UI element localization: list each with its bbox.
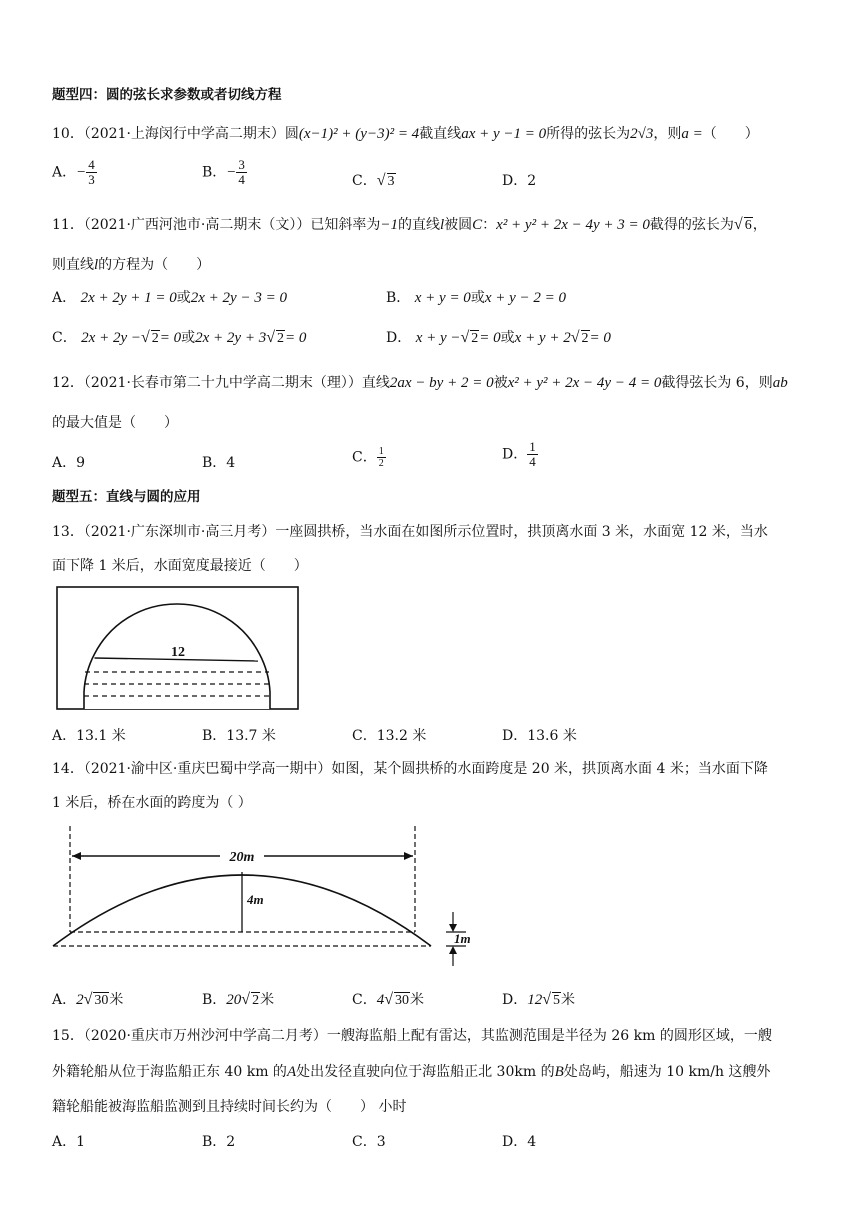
q11-chord-radicand: 6 <box>744 218 752 233</box>
q15-point-b: B <box>554 1064 564 1080</box>
question-13-stem-line1: 13．（2021·广东深圳市·高三月考）一座圆拱桥，当水面在如图所示位置时，拱顶离水面 3 米，水面宽 12 米，当水 <box>52 524 768 540</box>
span-label: 20m <box>229 850 255 865</box>
q11-line-l: l <box>439 217 445 233</box>
q11-c-eq2c: = 0 <box>284 330 307 346</box>
q15-line2-c: 处岛屿，船速为 10 km/h 这艘外 <box>563 1064 771 1080</box>
q13-option-d[interactable]: D．13.6 米 <box>502 728 577 744</box>
q12-c-fraction <box>377 446 386 469</box>
option-label: A． <box>52 164 77 181</box>
q10-d-value: 2 <box>527 173 537 189</box>
q12-option-a[interactable] <box>52 452 85 472</box>
q10-a-sign: − <box>76 164 87 181</box>
q11-circle-c: C <box>472 217 483 233</box>
q13-option-c[interactable]: C．13.2 米 <box>352 728 427 744</box>
option-label: C． <box>52 330 77 346</box>
q12-option-b[interactable] <box>202 452 235 472</box>
q12-mid: 被 <box>493 375 508 391</box>
q15-option-d[interactable]: D．4 <box>502 1134 537 1150</box>
q13-option-b[interactable]: B．13.7 米 <box>202 728 276 744</box>
q11-d-eq1-radicand: 2 <box>471 331 479 346</box>
q12-line-equation: 2ax − by + 2 = 0 <box>389 375 494 391</box>
question-10-stem <box>52 123 759 143</box>
q14-c-coef: 4 <box>376 992 385 1008</box>
q11-a-eq1: 2x + 2y + 1 = 0 <box>80 290 177 306</box>
q12-circle-equation: x² + y² + 2x − 4y − 4 = 0 <box>507 375 662 391</box>
drop-label: 1m <box>454 931 471 946</box>
q10-option-c[interactable] <box>352 170 396 190</box>
question-15-stem-line3: 籍轮船能被海监船监测到且持续时间长约为（ ） 小时 <box>52 1099 407 1115</box>
q12-option-d[interactable] <box>502 440 538 469</box>
sqrt-symbol-icon: √ <box>570 329 580 346</box>
q11-c-eq1c: = 0 <box>159 330 182 346</box>
option-label: B． <box>202 164 227 181</box>
denominator: 2 <box>378 458 384 469</box>
sqrt-symbol-icon: √ <box>384 991 393 1008</box>
option-label: D． <box>502 992 528 1008</box>
q11-colon: ： <box>482 217 497 233</box>
q14-arch-bridge-figure <box>50 824 476 970</box>
q11-b-eq2: x + y − 2 = 0 <box>484 290 566 306</box>
section-heading-4: 题型四：圆的弦长求参数或者切线方程 <box>52 87 282 103</box>
option-label: A． <box>52 992 77 1008</box>
q12-prefix: 12．（2021·长春市第二十九中学高二期末（理））直线 <box>52 375 390 391</box>
q14-b-coef: 20 <box>226 992 242 1008</box>
q15-line2-a: 外籍轮船从位于海监船正东 40 km 的 <box>52 1064 287 1080</box>
numerator: 1 <box>529 439 536 454</box>
q14-a-radicand: 30 <box>94 993 109 1008</box>
q11-c-eq1-radicand: 2 <box>151 331 159 346</box>
q10-mid2: 所得的弦长为 <box>546 126 631 142</box>
question-11-stem-line1 <box>52 214 767 234</box>
q12-d-fraction <box>527 440 538 469</box>
q14-a-unit: 米 <box>109 992 124 1008</box>
q13-arch-bridge-figure <box>56 586 300 710</box>
q11-circle-equation: x² + y² + 2x − 4y + 3 = 0 <box>496 217 650 233</box>
q11-b-or: 或 <box>470 290 485 306</box>
q10-option-d[interactable] <box>502 170 536 190</box>
q11-mid: 的直线 <box>397 217 440 233</box>
q10-prefix: 10．（2021·上海闵行中学高二期末）圆 <box>52 126 299 142</box>
option-label: D． <box>502 173 528 189</box>
option-label: C． <box>352 173 377 189</box>
question-15-stem-line2 <box>52 1061 770 1081</box>
arrow-left-icon <box>72 852 81 860</box>
q11-b-eq1: x + y = 0 <box>414 290 471 306</box>
q14-d-radicand: 5 <box>553 993 561 1008</box>
q10-b-sign: − <box>226 164 237 181</box>
q10-c-radicand: 3 <box>387 174 395 189</box>
q14-c-unit: 米 <box>410 992 424 1008</box>
option-label: B． <box>386 290 411 306</box>
option-label: B． <box>202 992 227 1008</box>
q11-line2-prefix: 则直线 <box>52 257 94 273</box>
q11-mid3: 截得的弦长为 <box>649 217 734 233</box>
height-label: 4m <box>247 892 264 907</box>
q12-b-value: 4 <box>226 455 236 471</box>
arrow-right-icon <box>404 852 413 860</box>
sqrt-symbol-icon: √ <box>266 329 275 346</box>
sqrt-symbol-icon: √ <box>460 329 470 346</box>
option-label: C． <box>352 992 377 1008</box>
q11-d-eq1c: = 0 <box>479 330 501 346</box>
sqrt-symbol-icon: √ <box>241 991 251 1008</box>
q10-chord-length: 2√3 <box>630 126 654 142</box>
q12-line1-end: 截得弦长为 6，则 <box>661 375 773 391</box>
option-label: B． <box>202 455 227 471</box>
sqrt-symbol-icon: √ <box>140 329 150 346</box>
q11-option-d[interactable] <box>386 327 611 347</box>
q11-d-or: 或 <box>500 330 515 346</box>
q10-option-b[interactable] <box>202 158 247 187</box>
q10-b-fraction <box>236 158 247 187</box>
q11-option-a[interactable] <box>52 287 287 307</box>
q11-line-l: l <box>94 257 99 273</box>
q11-slope: −1 <box>380 217 398 233</box>
q11-d-eq2c: = 0 <box>589 330 611 346</box>
q11-a-eq2: 2x + 2y − 3 = 0 <box>190 290 287 306</box>
q10-line-equation: ax + y −1 = 0 <box>461 126 547 142</box>
sqrt-symbol-icon: √ <box>542 991 552 1008</box>
q11-line1-end: ， <box>752 217 767 233</box>
q14-b-radicand: 2 <box>252 993 260 1008</box>
sqrt-symbol-icon: √ <box>376 172 386 189</box>
q14-d-coef: 12 <box>527 992 543 1008</box>
q14-d-unit: 米 <box>561 992 576 1008</box>
q10-paren: （ ） <box>702 126 759 142</box>
q13-figure-label: 12 <box>171 645 185 660</box>
question-14-stem-line2: 1 米后，桥在水面的跨度为（ ） <box>52 795 252 811</box>
question-14-stem-line1: 14．（2021·渝中区·重庆巴蜀中学高一期中）如图，某个圆拱桥的水面跨度是 20 米，拱顶离水面 4 米；当水面下降 <box>52 761 768 777</box>
question-15-stem-line1: 15．（2020·重庆市万州沙河中学高二月考）一艘海监船上配有雷达，其监测范围是半径为 26 km 的圆形区域，一艘 <box>52 1028 772 1044</box>
option-label: A． <box>52 455 77 471</box>
denominator: 3 <box>88 172 95 187</box>
q14-option-d[interactable] <box>502 989 575 1009</box>
option-label: C． <box>352 449 377 466</box>
q10-option-a[interactable] <box>52 158 97 187</box>
numerator: 3 <box>238 157 245 172</box>
q10-suffix: ，则 <box>653 126 682 142</box>
sqrt-symbol-icon: √ <box>733 216 743 233</box>
q14-a-coef: 2 <box>76 992 84 1008</box>
q14-c-radicand: 30 <box>395 993 409 1008</box>
numerator: 4 <box>88 157 95 172</box>
q12-option-c[interactable] <box>352 446 386 469</box>
q11-c-eq2-radicand: 2 <box>276 331 284 346</box>
q14-option-c[interactable] <box>352 989 424 1009</box>
question-12-stem-line1 <box>52 372 788 392</box>
q14-option-b[interactable] <box>202 989 274 1009</box>
question-11-stem-line2 <box>52 254 210 274</box>
q11-option-b[interactable] <box>386 287 566 307</box>
q11-c-eq2a: 2x + 2y + 3 <box>195 330 267 346</box>
q11-c-or: 或 <box>181 330 196 346</box>
q14-b-unit: 米 <box>260 992 275 1008</box>
numerator: 1 <box>378 446 384 457</box>
q14-option-a[interactable] <box>52 989 123 1009</box>
q15-point-a: A <box>286 1064 297 1080</box>
q15-option-c[interactable]: C．3 <box>352 1134 386 1150</box>
q15-option-b[interactable]: B．2 <box>202 1134 236 1150</box>
q10-mid1: 截直线 <box>419 126 462 142</box>
q11-c-eq1a: 2x + 2y − <box>81 330 141 346</box>
option-label: D． <box>502 446 528 463</box>
q11-prefix: 11．（2021·广西河池市·高二期末（文））已知斜率为 <box>52 217 381 233</box>
q10-a-fraction <box>86 158 97 187</box>
q11-option-c[interactable] <box>52 327 306 347</box>
q11-line2-suffix: 的方程为（ ） <box>98 257 211 273</box>
q15-option-a[interactable]: A．1 <box>52 1134 86 1150</box>
denominator: 4 <box>529 454 536 469</box>
question-13-stem-line2: 面下降 1 米后，水面宽度最接近（ ） <box>52 558 308 574</box>
sqrt-symbol-icon: √ <box>83 991 93 1008</box>
option-label: D． <box>386 330 412 346</box>
q11-mid2: 被圆 <box>444 217 473 233</box>
q12-ab: ab <box>772 375 788 391</box>
q15-line2-b: 处出发径直驶向位于海监船正北 30km 的 <box>296 1064 555 1080</box>
denominator: 4 <box>238 172 245 187</box>
q11-a-or: 或 <box>176 290 191 306</box>
question-12-stem-line2: 的最大值是（ ） <box>52 415 178 431</box>
q12-a-value: 9 <box>76 455 86 471</box>
section-heading-5: 题型五：直线与圆的应用 <box>52 489 201 505</box>
q11-d-eq2-radicand: 2 <box>581 331 589 346</box>
q13-option-a[interactable]: A．13.1 米 <box>52 728 126 744</box>
option-label: A． <box>52 290 77 306</box>
q11-d-eq2a: x + y + 2 <box>514 330 571 346</box>
q11-d-eq1a: x + y − <box>415 330 461 346</box>
q10-circle-equation: (x−1)² + (y−3)² = 4 <box>298 126 420 142</box>
q10-ask: a = <box>681 126 703 142</box>
